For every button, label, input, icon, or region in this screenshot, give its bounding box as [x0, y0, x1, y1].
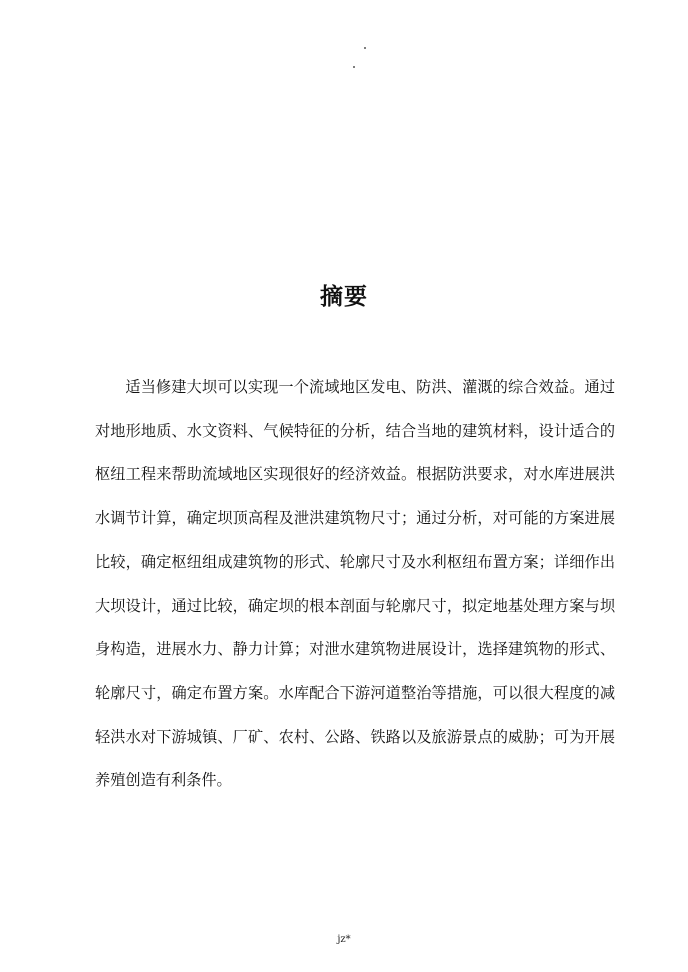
abstract-paragraph: 适当修建大坝可以实现一个流域地区发电、防洪、灌溉的综合效益。通过对地形地质、水文资料、气候特征的分析，结合当地的建筑材料，设计适合的枢纽工程来帮助流域地区实现很好的经济效益。根据防洪要求，对水库进展洪水调节计算，确定坝顶高程及泄洪建筑物尺寸；通过分析，对可能的方案进展比较，确定枢纽组成建筑物的形式、轮廓尺寸及水利枢纽布置方案；详细作出大坝设计，通过比较，确定坝的根本剖面与轮廓尺寸，拟定地基处理方案与坝身构造，进展水力、静力计算；对泄水建筑物进展设计，选择建筑物的形式、轮廓尺寸，确定布置方案。水库配合下游河道整治等措施，可以很大程度的减轻洪水对下游城镇、厂矿、农村、公路、铁路以及旅游景点的威胁；可为开展养殖创造有利条件。 — [95, 378, 615, 790]
page-title: 摘要 — [320, 284, 368, 310]
header-dot — [364, 47, 366, 49]
page-footer: jz* — [337, 934, 351, 945]
header-dot — [353, 66, 355, 68]
